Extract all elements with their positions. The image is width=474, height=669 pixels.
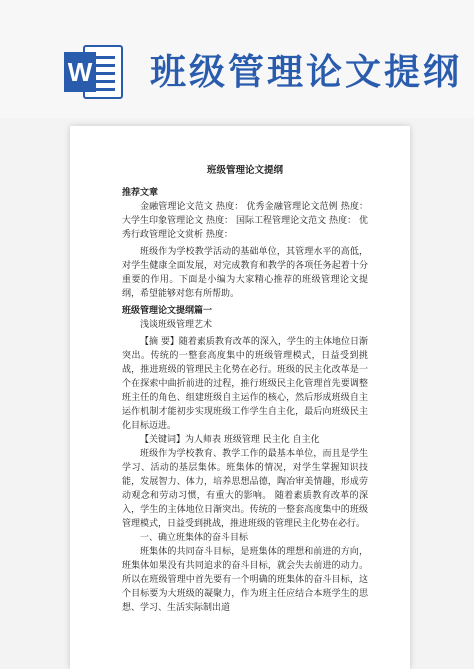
recommend-heading: 推荐文章 — [122, 188, 159, 198]
abstract-paragraph: 【摘 要】随着素质教育改革的深入，学生的主体地位日渐突出。传统的一整套高度集中的班级管理模式，日益受到挑战，推进班级的管理民主化势在必行。班级的民主化改革是一个在探索中曲折前进的过程，推行班级民主化管理首先要调整班主任的角色、组建班级自主运作的核心，然后形成班级自主运作机制才能初步实现班级工作学生自主化，最后向班级民主化目标迈进。 — [122, 337, 368, 431]
point-heading-1: 一、确立班集体的奋斗目标 — [140, 533, 249, 543]
document-page — [70, 126, 410, 669]
body-paragraph-2: 班集体的共同奋斗目标，是班集体的理想和前进的方向，班集体如果没有共同追求的奋斗目标，就会失去前进的动力。所以在班级管理中首先要有一个明确的班集体的奋斗目标，这个目标要为大班级的凝聚力，作为班主任应结合本班学生的思想、学习、生活实际制出道 — [122, 547, 368, 613]
keywords-paragraph: 【关键词】为人师表 班级管理 民主化 自主化 — [140, 435, 320, 445]
banner-title: 班级管理论文提纲 — [150, 52, 463, 93]
recommend-list: 金融管理论文范文 热度： 优秀金融管理论文范例 热度： 大学生印象管理论文 热度： 国际工程管理论文范文 热度： 优秀行政管理论文赏析 热度： — [122, 202, 368, 240]
section-subtitle: 浅谈班级管理艺术 — [140, 320, 213, 330]
word-document-icon — [64, 44, 124, 100]
section-heading: 班级管理论文提纲篇一 — [122, 306, 213, 316]
intro-paragraph: 班级作为学校教学活动的基础单位，其管理水平的高低，对学生健康全面发展，对完成教育和教学的各项任务起着十分重要的作用。下面是小编为大家精心推荐的班级管理论文提纲，希望能够对您有所帮助。 — [122, 247, 368, 299]
document-title: 班级管理论文提纲 — [206, 165, 283, 176]
body-paragraph-1: 班级作为学校教育、教学工作的最基本单位，而且是学生学习、活动的基层集体。班集体的情况，对学生掌握知识技能，发展智力、体力，培养思想品德，陶冶审美情趣，形成劳动观念和劳动习惯，有重大的影响。 随着素质教育改革的深入，学生的主体地位日渐突出。传统的一整套高度集中的班级管理模式，日益受到挑战，推进班级的管理民主化势在必行。 — [122, 449, 368, 529]
word-logo-letter: W — [67, 57, 93, 87]
document-content — [122, 164, 368, 615]
banner — [0, 0, 474, 118]
